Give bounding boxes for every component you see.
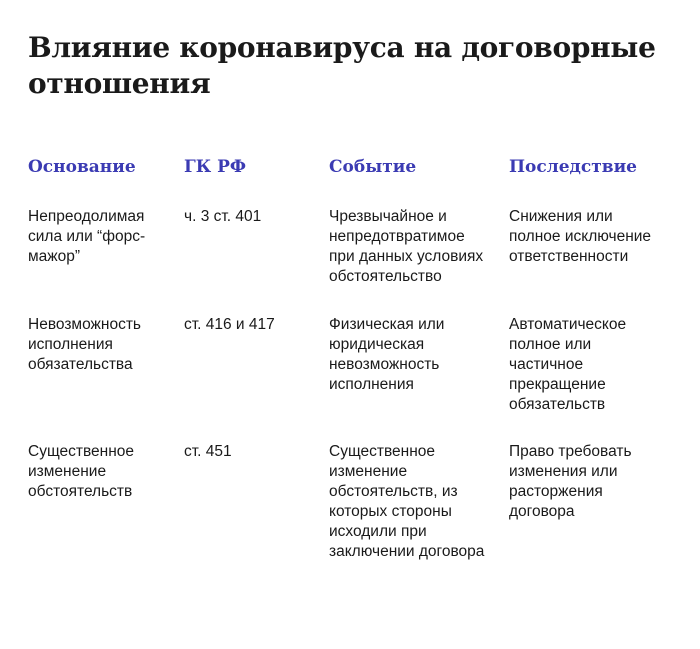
table-cell-law: ст. 451	[184, 443, 232, 460]
table-cell-event: Чрезвычайное и непредотвратимое при данных условиях обстоятельство	[329, 208, 484, 285]
column-header-consequence: Последствие	[509, 157, 637, 177]
table-cell-consequence: Автоматическое полное или частичное прекращение обязательств	[509, 316, 627, 413]
table-cell-law: ч. 3 ст. 401	[184, 208, 262, 225]
column-header-event: Событие	[329, 157, 417, 177]
table-cell-basis: Невозможность исполнения обязательства	[28, 316, 142, 373]
table-cell-basis: Существенное изменение обстоятельств	[28, 443, 135, 500]
page-title: Влияние коронавируса на договорные отношения	[28, 31, 656, 100]
table-cell-consequence: Право требовать изменения или расторжения договора	[509, 443, 632, 520]
column-header-law: ГК РФ	[184, 157, 247, 177]
table-cell-event: Существенное изменение обстоятельств, из которых стороны исходили при заключении договора	[329, 443, 485, 560]
table-cell-consequence: Снижения или полное исключение ответственности	[509, 208, 652, 265]
table-cell-law: ст. 416 и 417	[184, 316, 275, 333]
column-header-basis: Основание	[28, 157, 136, 177]
table-cell-basis: Непреодолимая сила или “форс- мажор”	[28, 208, 146, 265]
table-cell-event: Физическая или юридическая невозможность исполнения	[329, 316, 445, 393]
